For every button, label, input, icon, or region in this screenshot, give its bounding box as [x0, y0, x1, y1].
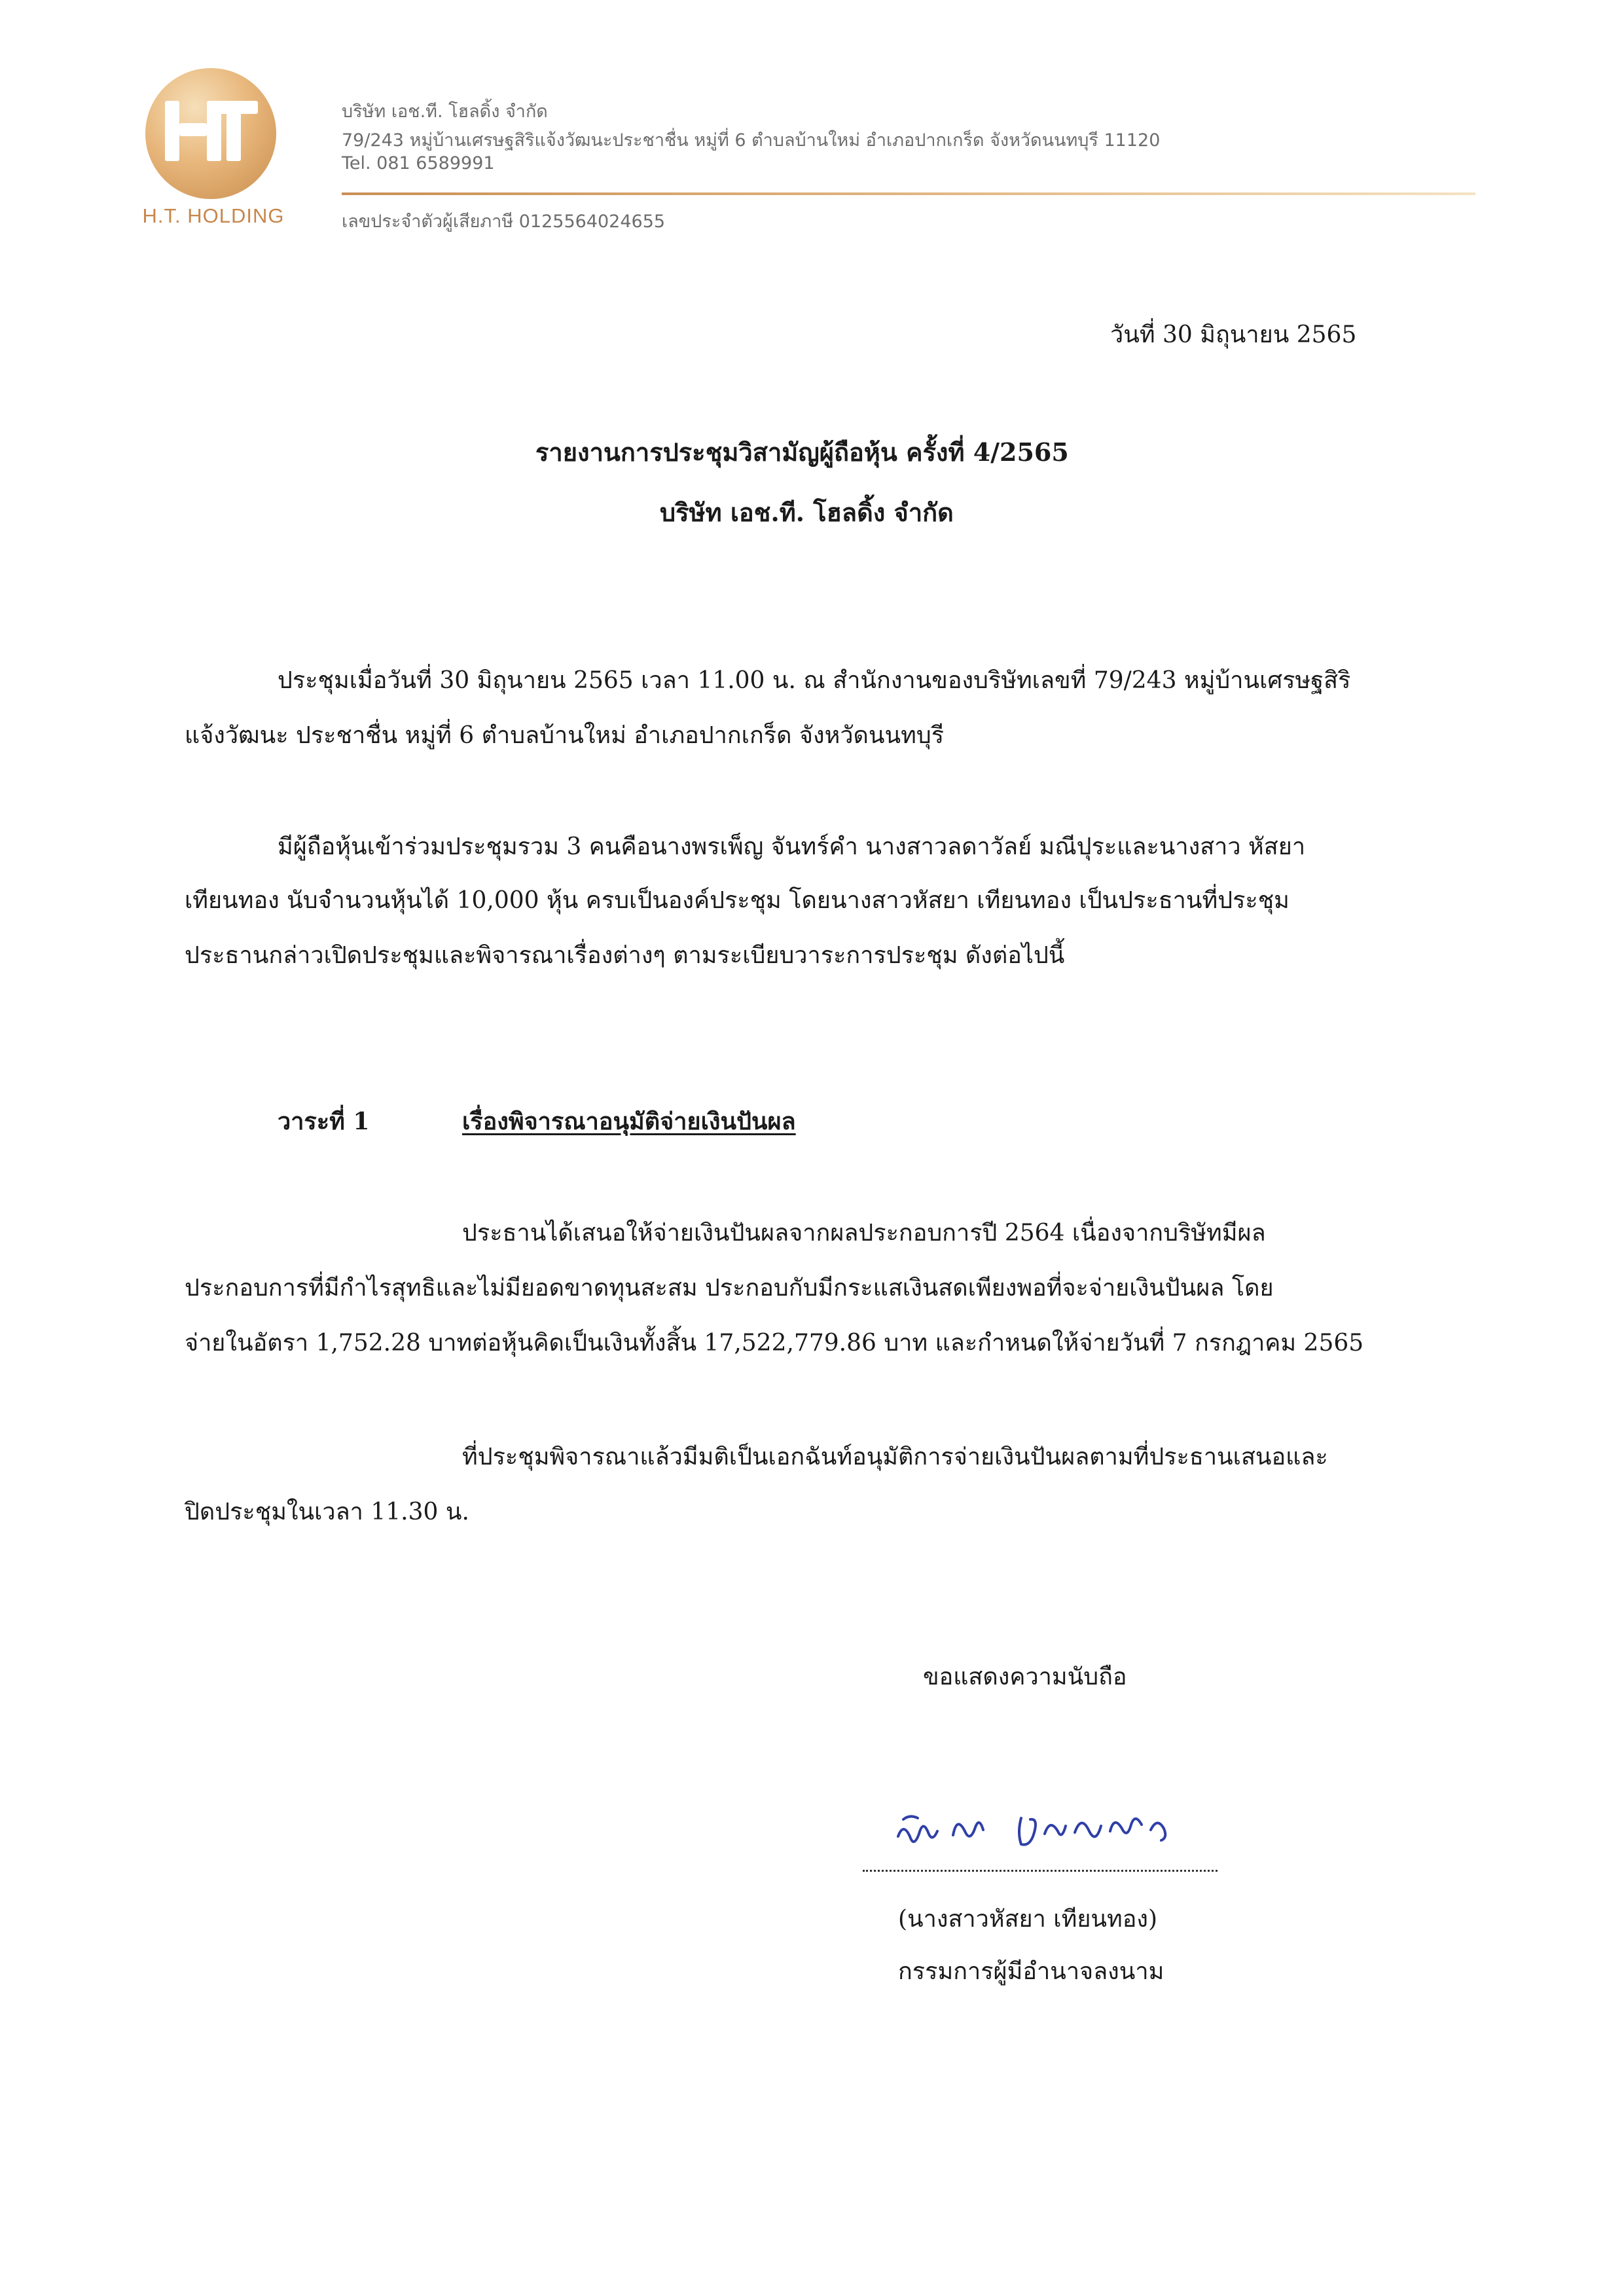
signature-line [863, 1870, 1218, 1872]
document-title: รายงานการประชุมวิสามัญผู้ถือหุ้น ครั้งที่ 4/2565 [535, 437, 1069, 467]
signer-name: (นางสาวหัสยา เทียนทอง) [898, 1906, 1158, 1933]
paragraph-3-line-3: จ่ายในอัตรา 1,752.28 บาทต่อหุ้นคิดเป็นเงินทั้งสิ้น 17,522,779.86 บาท และกำหนดให้จ่ายวันที่ 7 กรกฎาคม 2565 [185, 1330, 1364, 1357]
agenda-label: วาระที่ 1 [278, 1108, 370, 1135]
signer-position: กรรมการผู้มีอำนาจลงนาม [898, 1958, 1164, 1985]
letterhead-address: 79/243 หมู่บ้านเศรษฐสิริแจ้งวัฒนะประชาชื่น หมู่ที่ 6 ตำบลบ้านใหม่ อำเภอปากเกร็ด จังหวัดนนทบุรี 11120 [342, 130, 1161, 151]
document-subtitle: บริษัท เอช.ที. โฮลดิ้ง จำกัด [660, 498, 954, 527]
brand-name: H.T. HOLDING [142, 204, 285, 227]
letterhead-tax-id: เลขประจำตัวผู้เสียภาษี 0125564024655 [342, 211, 666, 232]
paragraph-2-line-2: เทียนทอง นับจำนวนหุ้นได้ 10,000 หุ้น ครบเป็นองค์ประชุม โดยนางสาวหัสยา เทียนทอง เป็นประธานที่ประชุม [185, 887, 1290, 914]
paragraph-2-line-3: ประธานกล่าวเปิดประชุมและพิจารณาเรื่องต่างๆ ตามระเบียบวาระการประชุม ดังต่อไปนี้ [185, 942, 1065, 969]
agenda-title: เรื่องพิจารณาอนุมัติจ่ายเงินปันผล [462, 1108, 796, 1135]
paragraph-3-line-2: ประกอบการที่มีกำไรสุทธิและไม่มียอดขาดทุนสะสม ประกอบกับมีกระแสเงินสดเพียงพอที่จะจ่ายเงินปันผล โดย [185, 1275, 1274, 1302]
closing-text: ขอแสดงความนับถือ [923, 1664, 1127, 1690]
company-logo [145, 68, 276, 199]
paragraph-1-line-2: แจ้งวัฒนะ ประชาชื่น หมู่ที่ 6 ตำบลบ้านใหม่ อำเภอปากเกร็ด จังหวัดนนทบุรี [185, 722, 945, 749]
handwritten-signature [890, 1791, 1218, 1869]
paragraph-1-line-1: ประชุมเมื่อวันที่ 30 มิถุนายน 2565 เวลา 11.00 น. ณ สำนักงานของบริษัทเลขที่ 79/243 หมู่บ้านเศรษฐสิริ [278, 667, 1351, 694]
letterhead-divider [342, 192, 1475, 195]
letterhead-tel: Tel. 081 6589991 [342, 153, 495, 173]
ht-monogram-icon [145, 68, 276, 199]
paragraph-2-line-1: มีผู้ถือหุ้นเข้าร่วมประชุมรวม 3 คนคือนางพรเพ็ญ จันทร์คำ นางสาวลดาวัลย์ มณีปุระและนางสาว หัสยา [278, 833, 1306, 860]
paragraph-4-line-1: ที่ประชุมพิจารณาแล้วมีมติเป็นเอกฉันท์อนุมัติการจ่ายเงินปันผลตามที่ประธานเสนอและ [462, 1444, 1328, 1470]
paragraph-4-line-2: ปิดประชุมในเวลา 11.30 น. [185, 1499, 469, 1525]
letterhead-company-name: บริษัท เอช.ที. โฮลดิ้ง จำกัด [342, 101, 548, 122]
document-date: วันที่ 30 มิถุนายน 2565 [1110, 321, 1357, 348]
paragraph-3-line-1: ประธานได้เสนอให้จ่ายเงินปันผลจากผลประกอบการปี 2564 เนื่องจากบริษัทมีผล [462, 1220, 1266, 1247]
